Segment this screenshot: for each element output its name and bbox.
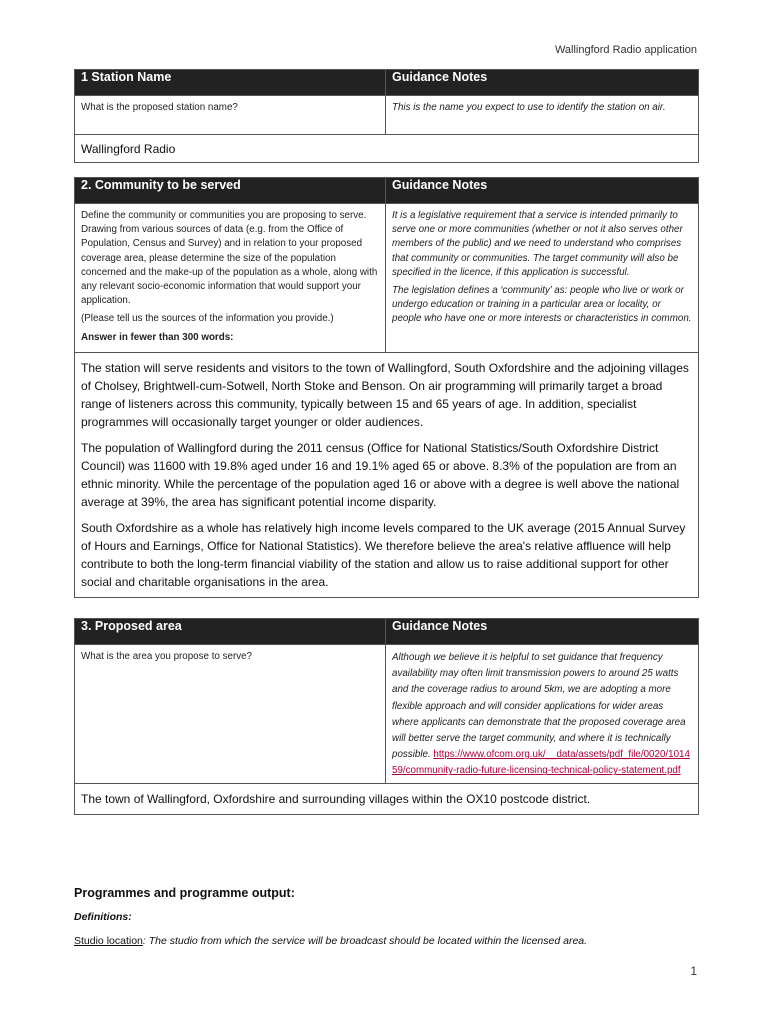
section3-question: What is the area you propose to serve? (75, 645, 386, 784)
section2-guidance (386, 204, 699, 353)
section2-word-limit: Answer in fewer than 300 words: (81, 331, 234, 343)
document-header-title: Wallingford Radio application (554, 44, 697, 56)
section2-answer-paragraph: South Oxfordshire as a whole has relatively high income levels compared to the UK average (2015 Annual Survey of Hours and Earnings, Office for National Statistics). We therefore believe the area's relative affluence will help contribute to both the long-term financial viability of the station and allow us to raise additional support for other social and charitable organisations in the area. (81, 520, 686, 589)
section2-answer-paragraph: The station will serve residents and visitors to the town of Wallingford, South Oxfordshire and the adjoining villages of Cholsey, Brightwell-cum-Sotwell, North Stoke and Benson. On air programming will primarily target a broad range of listeners across this community, typically between 15 and 65 years of age. In addition, specialist programmes will occasionally target younger or older audiences. (81, 360, 689, 429)
section1-guidance: This is the name you expect to use to identify the station on air. (386, 96, 699, 135)
section1-question: What is the proposed station name? (75, 96, 386, 135)
section1-guidance-heading: Guidance Notes (386, 70, 699, 96)
studio-location-term: Studio location (74, 935, 143, 947)
section2-guidance-definition: The legislation defines a ‘community’ as: people who live or work or undergo education or training in a particular area or locality, or people who have one or more interests or characteristics in common. (392, 285, 692, 325)
section-proposed-area (74, 618, 699, 815)
section2-guidance-heading: Guidance Notes (386, 178, 699, 204)
section3-guidance-text: Although we believe it is helpful to set guidance that frequency availability may often limit transmission powers to around 25 watts and the coverage radius to around 5km, we are adopting a more flexible approach and will consider applications for wider areas where applicants can demonstrate that the proposed coverage area will better serve the target community, and where it is technically possible. (392, 652, 686, 761)
section3-guidance (386, 645, 699, 784)
page-number: 1 (690, 964, 697, 978)
programmes-title: Programmes and programme output: (74, 886, 295, 900)
section3-guidance-heading: Guidance Notes (386, 619, 699, 645)
definitions-label: Definitions: (74, 911, 132, 923)
section2-question (75, 204, 386, 353)
section-community (74, 177, 699, 598)
section2-heading: 2. Community to be served (75, 178, 386, 204)
section1-heading: 1 Station Name (75, 70, 386, 96)
section2-answer-paragraph: The population of Wallingford during the 2011 census (Office for National Statistics/South Oxfordshire District Council) was 11600 with 19.8% aged under 16 and 19.1% aged 65 or above. 8.3% of the population are from an ethnic minority. While the percentage of the population aged 16 or above with a degree is well above the national average at 39%, the area has significant potential income disparity. (81, 440, 680, 509)
section1-answer-field[interactable]: Wallingford Radio (75, 135, 699, 163)
section2-answer-field[interactable] (75, 352, 699, 597)
section3-heading: 3. Proposed area (75, 619, 386, 645)
section3-answer-field[interactable]: The town of Wallingford, Oxfordshire and surrounding villages within the OX10 postcode district. (75, 783, 699, 814)
section2-question-text: Define the community or communities you are proposing to serve. Drawing from various sources of data (e.g. from the Office of Population, Census and Survey) and in relation to your proposed coverage area, please determine the size of the population concerned and the make-up of the population as a whole, along with any relevant socio-economic information that would support your application. (81, 210, 378, 307)
studio-location-definition (74, 935, 587, 947)
studio-location-text: : The studio from which the service will be broadcast should be located within the licensed area. (142, 935, 588, 947)
section-station-name (74, 69, 699, 163)
section2-guidance-text: It is a legislative requirement that a service is intended primarily to serve one or more communities (whether or not it also serves other members of the public) and we need to understand who comprises that community or communities. The target community will also be specified in the licence, if this application is successful. (392, 210, 683, 278)
section2-question-sources: (Please tell us the sources of the information you provide.) (81, 313, 334, 325)
ofcom-policy-link[interactable]: https://www.ofcom.org.uk/__data/assets/pdf_file/0020/101459/community-radio-future-licensing-technical-policy-statement.pdf (392, 749, 690, 777)
